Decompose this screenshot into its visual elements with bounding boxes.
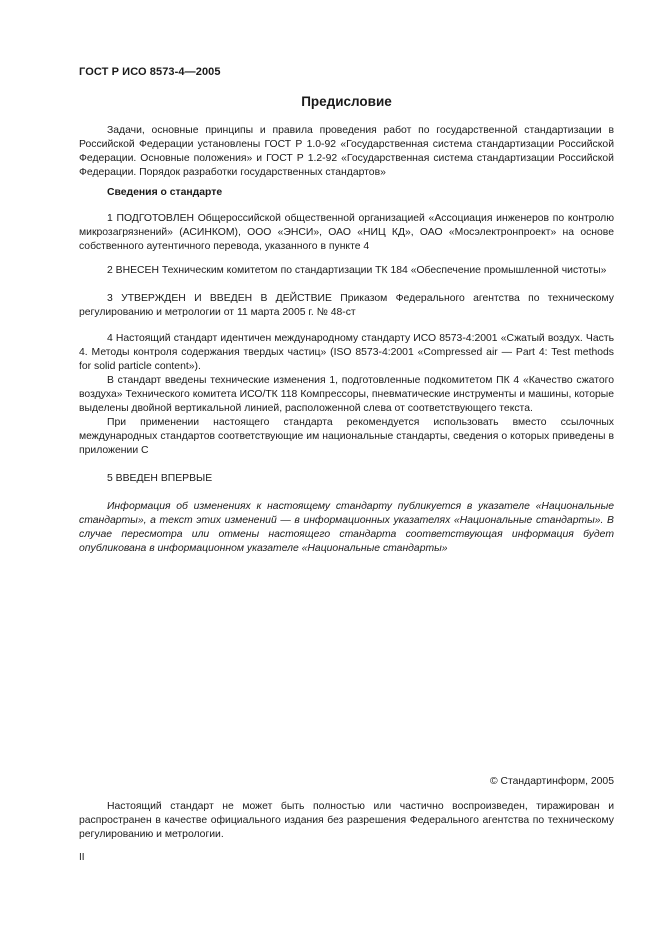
section-heading: Сведения о стандарте	[107, 187, 223, 198]
notice-text: Информация об изменениях к настоящему стандарту публикуется в указателе «Национальные стандарты», а текст этих изменений — в информационных указателях «Национальные стандарты». В случае пересмотра или отмены настоящего стандарта соответствующая информация будет опубликована в информационном указателе «Национальные стандарты»	[79, 501, 614, 554]
item-4a-text: 4 Настоящий стандарт идентичен международному стандарту ИСО 8573-4:2001 «Сжатый воздух. Часть 4. Методы контроля содержания твердых частиц» (ISO 8573-4:2001 «Compressed air — Part 4: Test methods for solid particle content»).	[79, 333, 614, 372]
page-number: II	[79, 852, 85, 863]
notice-block	[79, 500, 614, 556]
item-5	[79, 472, 614, 486]
item-2-text: 2 ВНЕСЕН Техническим комитетом по стандартизации ТК 184 «Обеспечение промышленной чистоты»	[107, 265, 607, 276]
reproduction-text: Настоящий стандарт не может быть полностью или частично воспроизведен, тиражирован и распространен в качестве официального издания без разрешения Федерального агентства по техническому регулированию и метрологии.	[79, 801, 614, 840]
item-4c-text: При применении настоящего стандарта рекомендуется использовать вместо ссылочных международных стандартов соответствующие им национальные стандарты, сведения о которых приведены в приложении С	[79, 417, 614, 456]
page-title: Предисловие	[301, 94, 392, 109]
item-5-text: 5 ВВЕДЕН ВПЕРВЫЕ	[107, 473, 213, 484]
item-3-text: 3 УТВЕРЖДЕН И ВВЕДЕН В ДЕЙСТВИЕ Приказом Федерального агентства по техническому регулированию и метрологии от 11 марта 2005 г. № 48-ст	[79, 293, 614, 318]
section-heading-block	[79, 186, 614, 200]
intro-paragraph	[79, 124, 614, 180]
item-4	[79, 332, 614, 458]
item-1	[79, 212, 614, 254]
item-2	[79, 264, 614, 278]
item-1-text: 1 ПОДГОТОВЛЕН Общероссийской общественной организацией «Ассоциация инженеров по контролю микрозагрязнений» (АСИНКОМ), ООО «ЭНСИ», ОАО «НИЦ КД», ОАО «Мосэлектронпроект» на основе собственного аутентичного перевода, указанного в пункте 4	[79, 213, 614, 252]
intro-text: Задачи, основные принципы и правила проведения работ по государственной стандартизации в Российской Федерации установлены ГОСТ Р 1.0-92 «Государственная система стандартизации Российской Федерации. Основные положения» и ГОСТ Р 1.2-92 «Государственная система стандартизации Российской Федерации. Порядок разработки государственных стандартов»	[79, 125, 614, 178]
item-3	[79, 292, 614, 320]
copyright: © Стандартинформ, 2005	[489, 776, 614, 787]
standard-code: ГОСТ Р ИСО 8573-4—2005	[79, 66, 221, 78]
item-4b-text: В стандарт введены технические изменения 1, подготовленные подкомитетом ПК 4 «Качество сжатого воздуха» Технического комитета ИСО/ТК 118 Компрессоры, пневматические инструменты и машины, которые выделены двойной вертикальной линией, расположенной слева от соответствующего текста.	[79, 375, 614, 414]
reproduction-notice	[79, 800, 614, 842]
